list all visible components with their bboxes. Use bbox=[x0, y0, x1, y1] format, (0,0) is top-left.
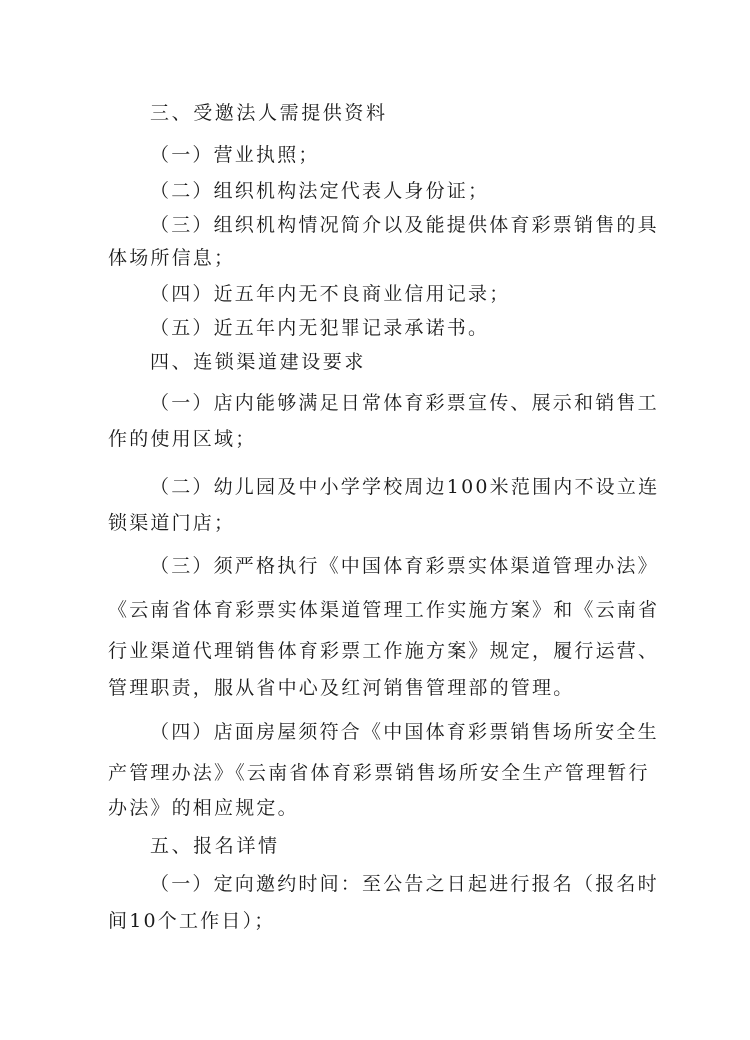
paragraph-line: 管理职责，服从省中心及红河销售管理部的管理。 bbox=[108, 677, 575, 699]
paragraph-line: 行业渠道代理销售体育彩票工作施方案》规定，履行运营、 bbox=[108, 640, 660, 662]
paragraph-line: （五）近五年内无犯罪记录承诺书。 bbox=[150, 317, 490, 339]
section-heading-4: 四、连锁渠道建设要求 bbox=[150, 351, 367, 373]
paragraph-line: （三）组织机构情况简介以及能提供体育彩票销售的具 bbox=[150, 214, 659, 236]
paragraph-line: （一）店内能够满足日常体育彩票宣传、展示和销售工 bbox=[150, 392, 659, 414]
paragraph-line: 锁渠道门店； bbox=[108, 512, 236, 534]
paragraph-line: （四）近五年内无不良商业信用记录； bbox=[150, 283, 511, 305]
paragraph-line: （四）店面房屋须符合《中国体育彩票销售场所安全生 bbox=[150, 721, 659, 743]
paragraph-line: 办法》的相应规定。 bbox=[108, 797, 299, 819]
paragraph-line: 体场所信息； bbox=[108, 247, 236, 269]
paragraph-line: 《云南省体育彩票实体渠道管理工作实施方案》和《云南省 bbox=[108, 599, 660, 621]
paragraph-line: 作的使用区域； bbox=[108, 428, 257, 450]
paragraph-line: （二）组织机构法定代表人身份证； bbox=[150, 180, 490, 202]
section-heading-5: 五、报名详情 bbox=[150, 835, 280, 857]
paragraph-line: （一）营业执照； bbox=[150, 144, 320, 166]
paragraph-line: （一）定向邀约时间：至公告之日起进行报名（报名时 bbox=[150, 873, 659, 895]
paragraph-line: （三）须严格执行《中国体育彩票实体渠道管理办法》 bbox=[150, 555, 659, 577]
paragraph-line: 产管理办法》《云南省体育彩票销售场所安全生产管理暂行 bbox=[108, 762, 650, 784]
section-heading-3: 三、受邀法人需提供资料 bbox=[150, 102, 388, 124]
paragraph-line: （二）幼儿园及中小学学校周边100米范围内不设立连 bbox=[150, 476, 660, 498]
paragraph-line: 间10个工作日）； bbox=[108, 910, 276, 932]
